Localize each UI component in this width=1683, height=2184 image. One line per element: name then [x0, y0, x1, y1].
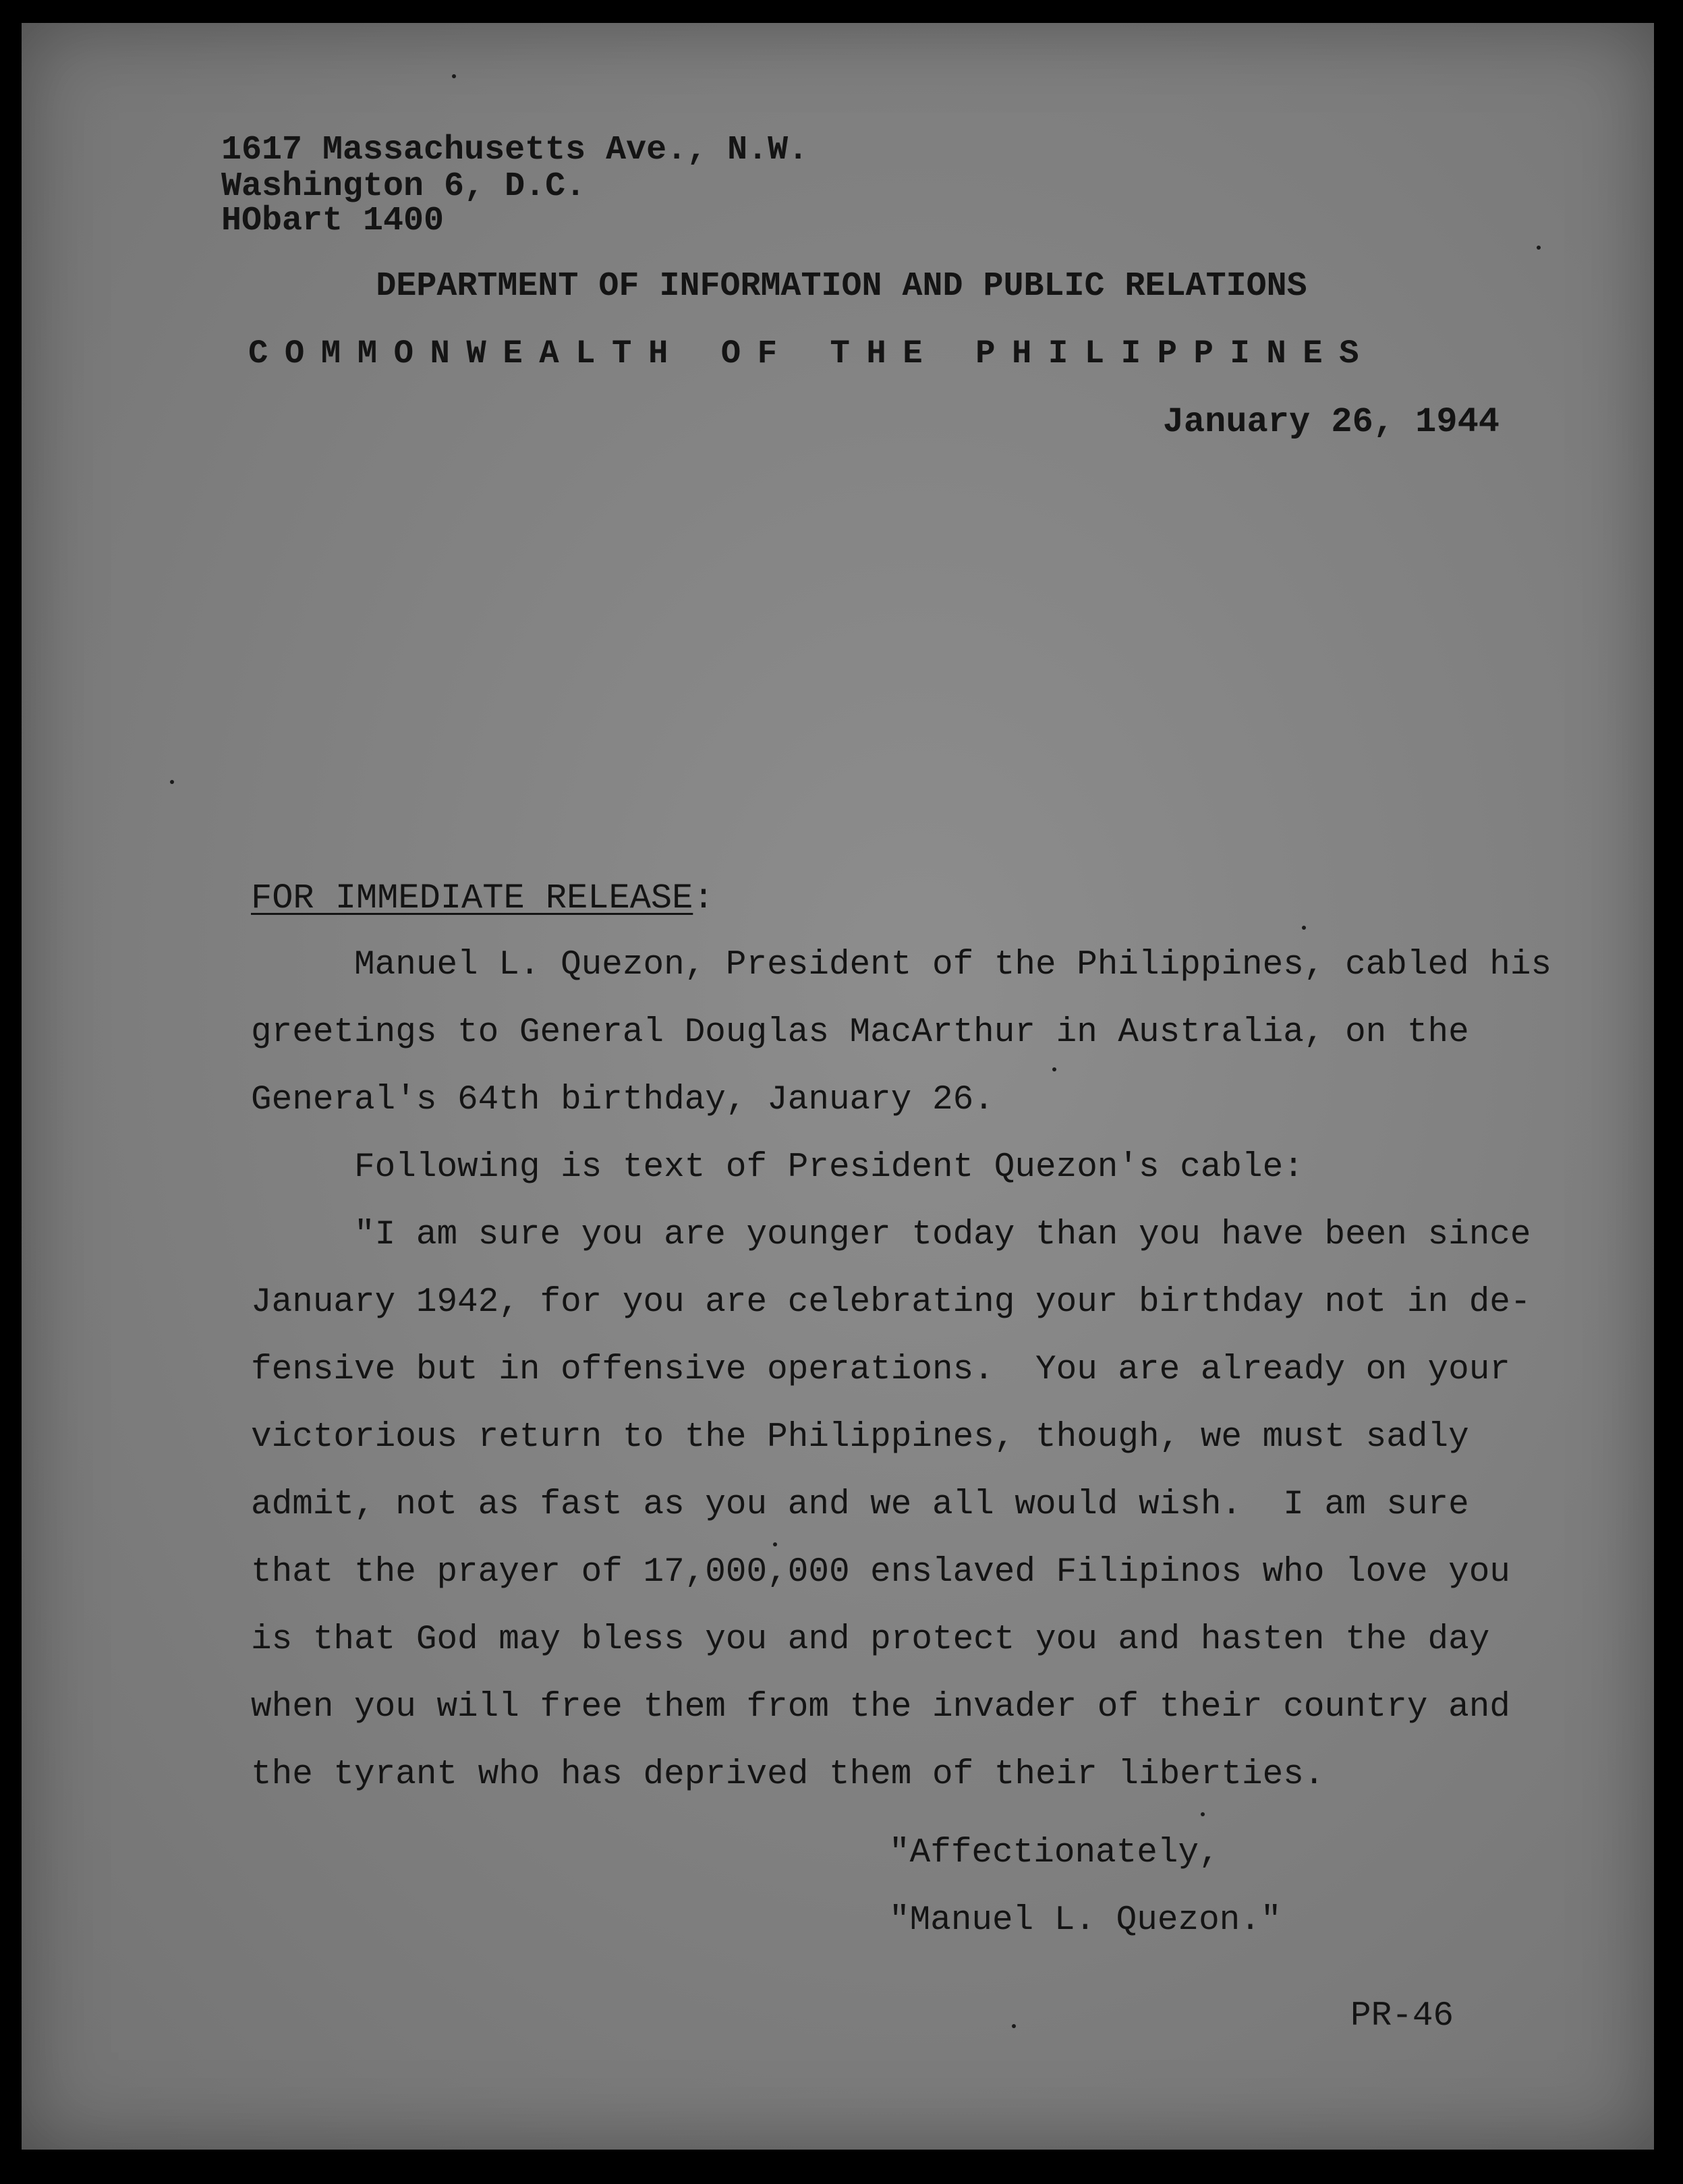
body-line-5: "I am sure you are younger today than you have been since — [251, 1216, 1531, 1254]
body-line-13: the tyrant who has deprived them of their liberties. — [251, 1756, 1325, 1794]
signature-closing: "Affectionately, — [889, 1834, 1220, 1872]
body-line-12: when you will free them from the invader of their country and — [251, 1688, 1510, 1727]
body-line-1: Manuel L. Quezon, President of the Philippines, cabled his — [251, 946, 1552, 984]
commonwealth-heading: COMMONWEALTH OF THE PHILIPPINES — [248, 335, 1376, 372]
signature-name: "Manuel L. Quezon." — [889, 1901, 1282, 1940]
body-line-6: January 1942, for you are celebrating your birthday not in de- — [251, 1283, 1531, 1322]
body-line-9: admit, not as fast as you and we all would wish. I am sure — [251, 1486, 1469, 1524]
release-heading-colon: : — [693, 878, 714, 918]
scan-speck — [452, 74, 456, 78]
scan-speck — [1052, 1067, 1056, 1071]
body-line-10: that the prayer of 17,000,000 enslaved Filipinos who love you — [251, 1553, 1510, 1592]
body-line-2: greetings to General Douglas MacArthur in Australia, on the — [251, 1013, 1469, 1052]
body-line-3: General's 64th birthday, January 26. — [251, 1081, 994, 1119]
scan-speck — [1012, 2024, 1016, 2028]
phone-number: HObart 1400 — [221, 202, 445, 240]
release-heading-text: FOR IMMEDIATE RELEASE — [251, 878, 693, 918]
body-line-11: is that God may bless you and protect you and hasten the day — [251, 1621, 1490, 1659]
body-line-7: fensive but in offensive operations. You are already on your — [251, 1351, 1510, 1389]
scan-speck — [1201, 1812, 1205, 1816]
body-line-8: victorious return to the Philippines, though, we must sadly — [251, 1418, 1469, 1457]
release-heading — [251, 878, 714, 918]
address-line-city: Washington 6, D.C. — [221, 167, 586, 206]
scan-speck — [1537, 246, 1541, 250]
department-heading: DEPARTMENT OF INFORMATION AND PUBLIC RELATIONS — [376, 267, 1307, 306]
scan-speck — [773, 1542, 777, 1546]
address-line-street: 1617 Massachusetts Ave., N.W. — [221, 131, 809, 169]
scan-speck — [1302, 926, 1306, 930]
document-date: January 26, 1944 — [1162, 402, 1500, 442]
scan-speck — [170, 780, 174, 784]
reference-number: PR-46 — [1350, 1997, 1454, 2036]
body-line-4: Following is text of President Quezon's cable: — [251, 1148, 1304, 1187]
